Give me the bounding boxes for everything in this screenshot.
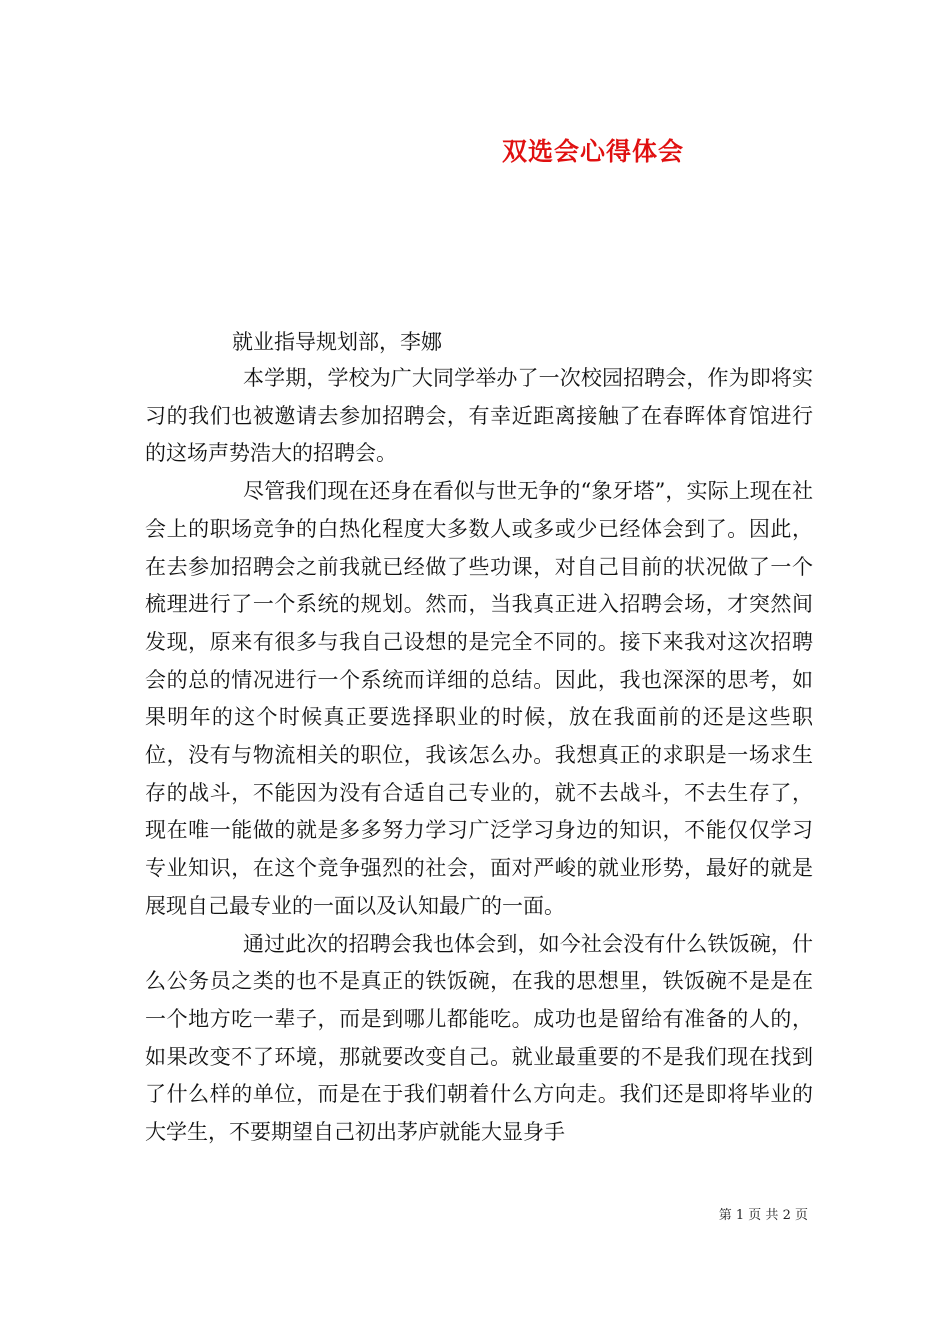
footer-mid: 页 共 [748, 1208, 779, 1223]
footer-current-page: 1 [735, 1208, 745, 1223]
document-title: 双选会心得体会 [501, 137, 684, 166]
body-paragraph: 本学期，学校为广大同学举办了一次校园招聘会，作为即将实习的我们也被邀请去参加招聘会，有幸近距离接触了在春晖体育馆进行的这场声势浩大的招聘会。 [145, 366, 813, 466]
footer-suffix: 页 [794, 1208, 808, 1223]
body-paragraph: 通过此次的招聘会我也体会到，如今社会没有什么铁饭碗，什么公务员之类的也不是真正的铁饭碗，在我的思想里，铁饭碗不是是在一个地方吃一辈子，而是到哪儿都能吃。成功也是留给有准备的人的，如果改变不了环境，那就要改变自己。就业最重要的不是我们现在找到了什么样的单位，而是在于我们朝着什么方向走。我们还是即将毕业的大学生，不要期望自己初出茅庐就能大显身手 [145, 931, 813, 1145]
footer-total-pages: 2 [782, 1208, 791, 1223]
page-footer [0, 1204, 808, 1223]
body-paragraph: 尽管我们现在还身在看似与世无争的“象牙塔”，实际上现在社会上的职场竞争的白热化程度大多数人或多或少已经体会到了。因此，在去参加招聘会之前我就已经做了些功课，对自己目前的状况做了一个梳理进行了一个系统的规划。然而，当我真正进入招聘会场，才突然间发现，原来有很多与我自己设想的是完全不同的。接下来我对这次招聘会的总的情况进行一个系统而详细的总结。因此，我也深深的思考，如果明年的这个时候真正要选择职业的时候，放在我面前的还是这些职位，没有与物流相关的职位，我该怎么办。我想真正的求职是一场求生存的战斗，不能因为没有合适自己专业的，就不去战斗，不去生存了，现在唯一能做的就是多多努力学习广泛学习身边的知识，不能仅仅学习专业知识，在这个竞争强烈的社会，面对严峻的就业形势，最好的就是展现自己最专业的一面以及认知最广的一面。 [145, 479, 813, 918]
document-body [145, 360, 813, 1152]
author-line: 就业指导规划部，李娜 [232, 330, 442, 354]
footer-prefix: 第 [718, 1208, 732, 1223]
